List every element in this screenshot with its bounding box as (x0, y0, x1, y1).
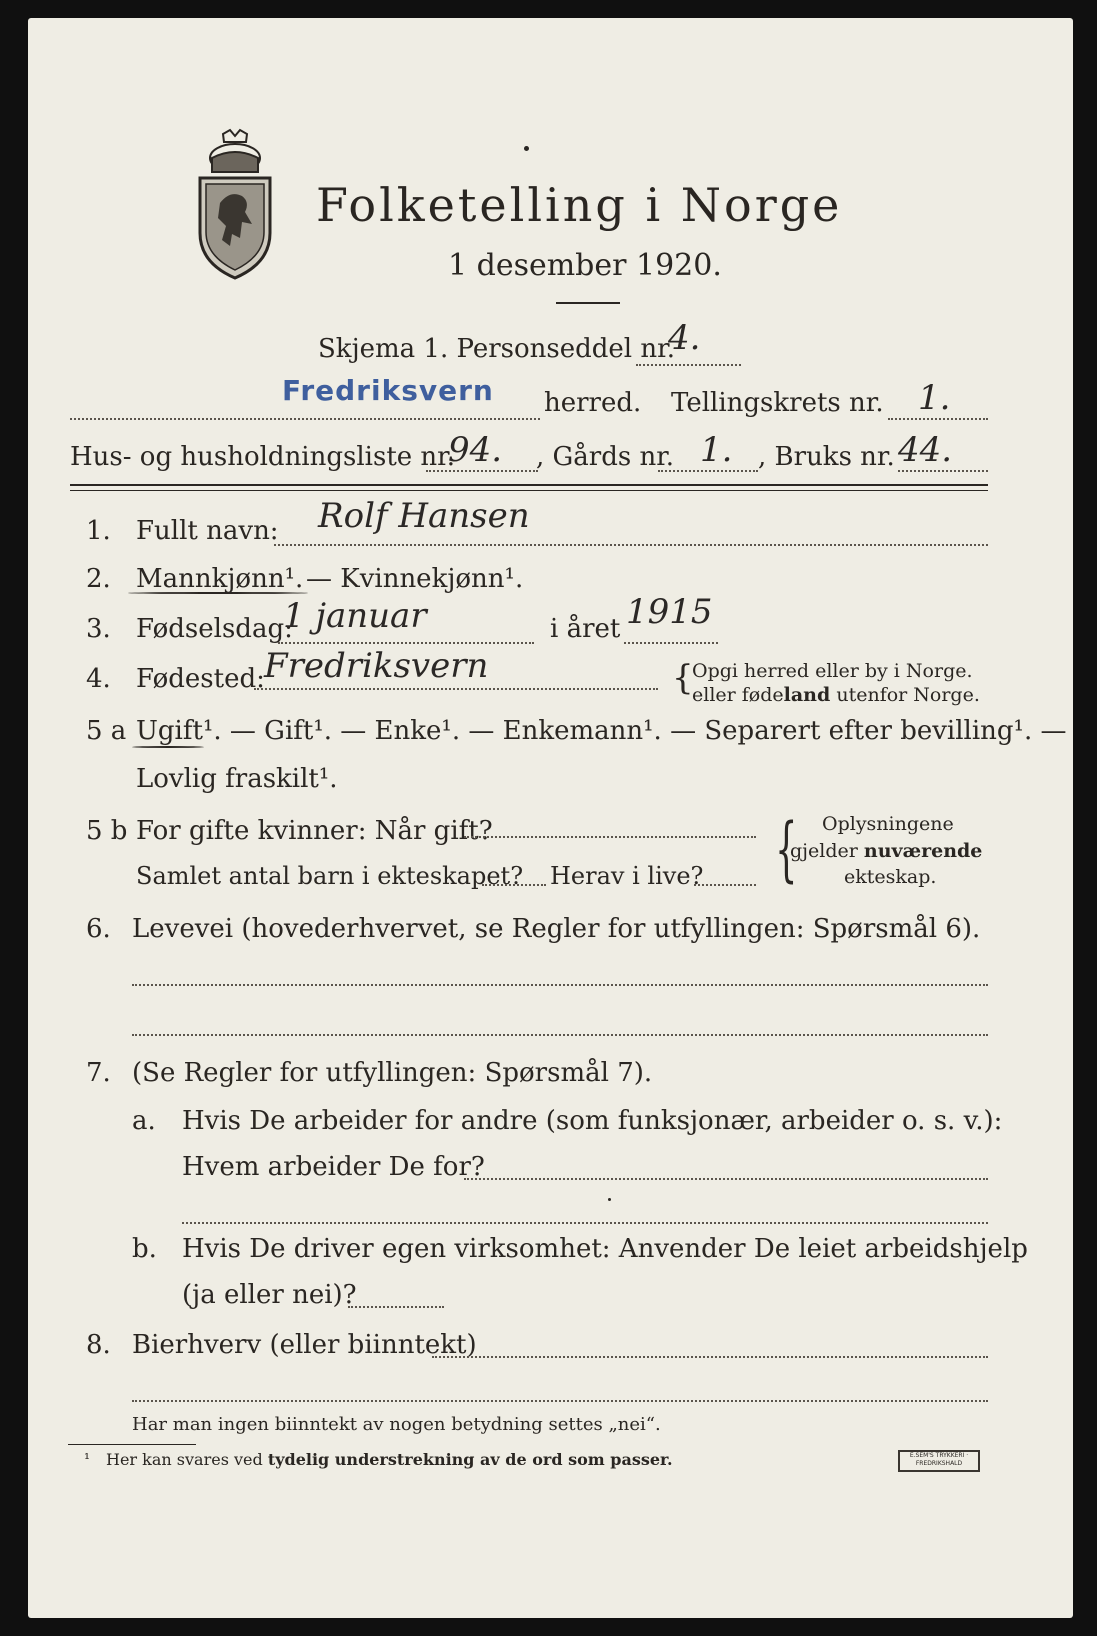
header-rule-1 (70, 484, 988, 486)
q7b-label: b. (132, 1234, 157, 1264)
center-dot (524, 146, 529, 151)
bruks-label: , Bruks nr. (758, 442, 895, 472)
q7-text: (Se Regler for utfyllingen: Spørsmål 7). (132, 1058, 653, 1088)
q4-brace: { (672, 658, 694, 698)
stray-dot (608, 1198, 611, 1201)
bruks-line (898, 470, 988, 472)
q8-answer-line-2 (132, 1400, 988, 1402)
q4-line (254, 688, 658, 690)
q7b-text-2: (ja eller nei)? (182, 1280, 357, 1310)
q5b-line-2a: Samlet antal barn i ekteskapet? (136, 862, 524, 890)
gards-value: 1. (700, 430, 733, 470)
q5a-text: Ugift¹. — Gift¹. — Enke¹. — Enkemann¹. — Separert efter bevilling¹. — (136, 716, 1067, 746)
q8-answer-line-1 (432, 1356, 988, 1358)
norway-coat-of-arms-icon (190, 128, 280, 283)
q3-label: Fødselsdag: (136, 614, 293, 644)
q4-note-1: Opgi herred eller by i Norge. (692, 660, 973, 682)
footnote-text: Her kan svares ved tydelig understrekning av de ord som passer. (106, 1450, 673, 1469)
title-divider (556, 302, 620, 304)
gards-line (658, 470, 758, 472)
q1-label: Fullt navn: (136, 516, 279, 546)
q5a-text-2: Lovlig fraskilt¹. (136, 764, 338, 794)
schema-label: Skjema 1. Personseddel nr. (318, 334, 675, 364)
q5b-line-2b: Herav i live? (550, 862, 704, 890)
household-line (426, 470, 538, 472)
tellingskrets-label: Tellingskrets nr. (671, 388, 884, 418)
tellingskrets-value: 1. (918, 378, 951, 418)
q2-male: Mannkjønn¹. (136, 564, 304, 594)
q4-label: Fødested: (136, 664, 265, 694)
q6-text: Levevei (hovederhvervet, se Regler for utfyllingen: Spørsmål 6). (132, 914, 981, 944)
q3-year-label: i året (550, 614, 621, 644)
q6-number: 6. (86, 914, 111, 944)
q6-answer-line-1 (132, 984, 988, 986)
q5a-ugift-underline (132, 746, 204, 748)
q2-number: 2. (86, 564, 111, 594)
household-label: Hus- og husholdningsliste nr. (70, 442, 456, 472)
footnote-rule (68, 1444, 196, 1445)
q4-value: Fredriksvern (264, 646, 489, 686)
q5b-alive-line (694, 884, 756, 886)
q6-answer-line-2 (132, 1034, 988, 1036)
q5b-married-line (464, 836, 756, 838)
q5b-note-1: Oplysningene (822, 813, 954, 835)
q1-line (274, 544, 988, 546)
q2-female: — Kvinnekjønn¹. (306, 564, 524, 594)
q7a-text-1: Hvis De arbeider for andre (som funksjonær, arbeider o. s. v.): (182, 1106, 1003, 1136)
gards-label: , Gårds nr. (536, 442, 675, 472)
household-value: 94. (448, 430, 503, 470)
q5b-line-1: For gifte kvinner: Når gift? (136, 816, 493, 846)
q7-number: 7. (86, 1058, 111, 1088)
census-form-page (28, 18, 1073, 1618)
q4-number: 4. (86, 664, 111, 694)
q3-year-value: 1915 (626, 592, 713, 632)
q1-number: 1. (86, 516, 111, 546)
printer-mark: E.SEM'S TRYKKERI · FREDRIKSHALD (898, 1450, 980, 1472)
q4-note-2: eller fødeland utenfor Norge. (692, 684, 980, 706)
tellingskrets-line (888, 418, 988, 420)
q7a-label: a. (132, 1106, 156, 1136)
header-rule-2 (70, 490, 988, 491)
schema-number-line (636, 364, 741, 366)
footnote-mark: ¹ (84, 1450, 91, 1468)
q8-number: 8. (86, 1330, 111, 1360)
q7a-answer-line-2 (182, 1222, 988, 1224)
q5a-number: 5 a (86, 716, 127, 746)
q7b-answer-line (348, 1306, 444, 1308)
q5b-children-line (482, 884, 546, 886)
q7a-text-2: Hvem arbeider De for? (182, 1152, 485, 1182)
q5b-brace: { (775, 808, 798, 890)
q3-number: 3. (86, 614, 111, 644)
q5b-note-2: gjelder nuværende (790, 840, 983, 862)
form-title: Folketelling i Norge (316, 178, 843, 232)
q7a-answer-line-1 (464, 1178, 988, 1180)
district-name: Fredriksvern (282, 374, 494, 407)
q1-value: Rolf Hansen (318, 496, 530, 536)
biinntekt-note: Har man ingen biinntekt av nogen betydning settes „nei“. (132, 1414, 661, 1435)
q2-male-underline (128, 592, 308, 594)
q5b-number: 5 b (86, 816, 128, 846)
bruks-value: 44. (898, 430, 953, 470)
q3-line (278, 642, 534, 644)
district-line (70, 418, 540, 420)
q5b-note-3: ekteskap. (844, 866, 937, 888)
q7b-text-1: Hvis De driver egen virksomhet: Anvender De leiet arbeidshjelp (182, 1234, 1028, 1264)
q3-value: 1 januar (283, 596, 427, 636)
form-date: 1 desember 1920. (448, 248, 722, 283)
q8-text: Bierhverv (eller biinntekt) (132, 1330, 477, 1360)
q3-year-line (624, 642, 718, 644)
herred-label: herred. (544, 388, 642, 418)
schema-number-value: 4. (668, 318, 701, 358)
